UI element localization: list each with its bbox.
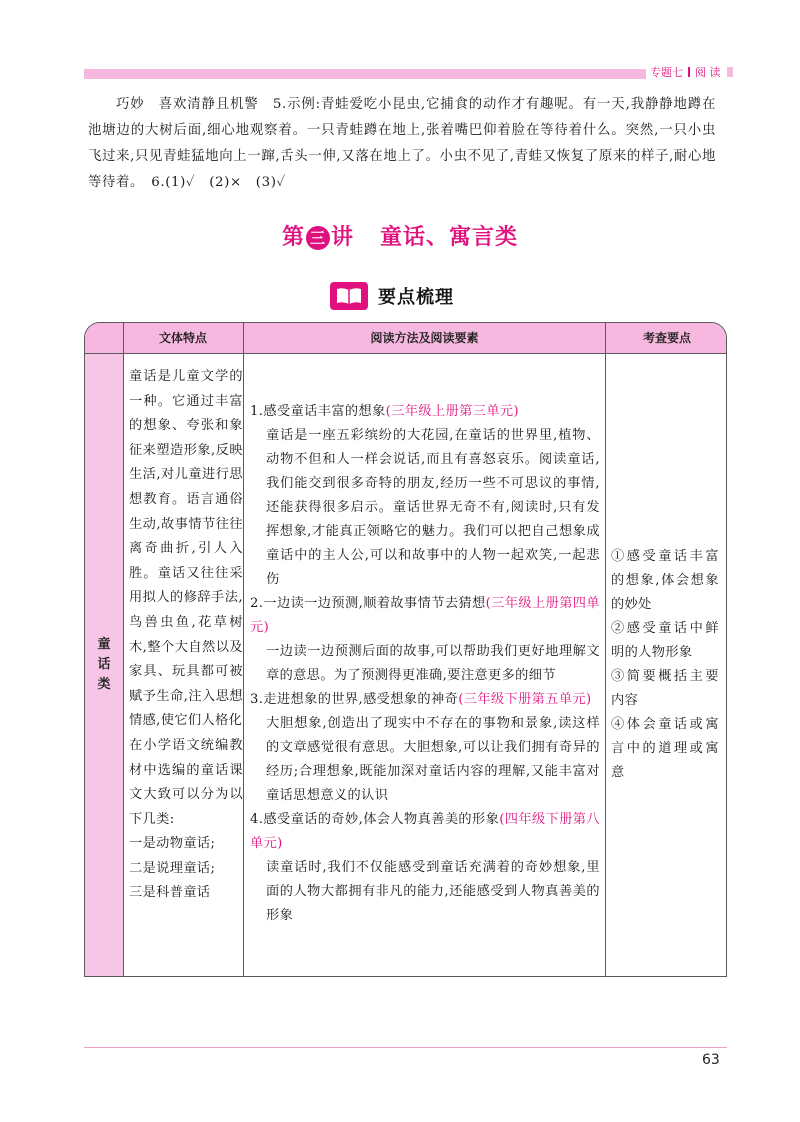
header-section: 阅 读 [695, 66, 721, 79]
point-item: ②感受童话中鲜明的人物形象 [611, 621, 719, 660]
lesson-topic: 童话、寓言类 [380, 225, 519, 250]
lesson-title [0, 220, 800, 251]
running-header [650, 64, 733, 82]
table-header-row [85, 323, 727, 354]
method-title [250, 592, 600, 640]
section-heading [330, 281, 454, 311]
method-title-text: 2.一边读一边预测,顺着故事情节去猜想 [250, 596, 486, 611]
point-item: ①感受童话丰富的想象,体会想象的妙处 [611, 549, 719, 612]
open-book-icon [330, 282, 368, 310]
answer-paragraph: 巧妙 喜欢清静且机警 5.示例:青蛙爱吃小昆虫,它捕食的动作才有趣呢。有一天,我静静地蹲在池塘边的大树后面,细心地观察着。一只青蛙蹲在地上,张着嘴巴仰着脸在等待着什么。突然,一只小虫飞过来,只见青蛙猛地向上一蹿,舌头一伸,又落在地上了。小虫不见了,青蛙又恢复了原来的样子,耐心地等待着。 6.(1)✓ (2)× (3)✓ [88, 97, 716, 190]
method-title [250, 400, 600, 424]
features-paragraph: 在小学语文统编教材中选编的童话课文大致可以分为以下几类: [129, 737, 243, 827]
features-list-item: 一是动物童话; [129, 836, 216, 852]
lesson-suffix: 讲 [331, 225, 355, 250]
points-cell [611, 545, 719, 785]
header-topic: 专题七 [650, 66, 683, 79]
method-title-text: 4.感受童话的奇妙,体会人物真善美的形象 [250, 812, 500, 827]
methods-cell [250, 400, 600, 928]
header-points: 考查要点 [642, 331, 691, 345]
column-divider [243, 323, 244, 976]
header-separator [688, 67, 690, 77]
method-source: (三年级下册第五单元) [458, 692, 592, 707]
column-divider [605, 323, 606, 976]
lesson-prefix: 第 [281, 225, 305, 250]
footer-rule [84, 1047, 727, 1048]
section-title: 要点梳理 [378, 287, 454, 308]
method-body: 大胆想象,创造出了现实中不存在的事物和景象,读这样的文章感觉很有意思。大胆想象,可以让我们拥有奇异的经历;合理想象,既能加深对童话内容的理解,又能丰富对童话思想意义的认识 [266, 716, 600, 803]
point-item: ③简要概括主要内容 [611, 669, 719, 708]
features-list-item: 二是说理童话; [129, 860, 216, 876]
method-body: 读童话时,我们不仅能感受到童话充满着的奇妙想象,里面的人物大都拥有非凡的能力,还能感受到人物真善美的形象 [266, 860, 600, 923]
column-divider [123, 323, 124, 976]
lesson-number-badge: 三 [306, 226, 330, 250]
features-paragraph: 童话是儿童文学的一种。它通过丰富的想象、夸张和象征来塑造形象,反映生活,对儿童进行思想教育。语言通俗生动,故事情节往往离奇曲折,引人入胜。童话又往往采用拟人的修辞手法,鸟兽虫鱼,花草树木,整个大自然以及家具、玩具都可被赋予生命,注入思想情感,使它们人格化 [129, 369, 243, 729]
page-number: 63 [702, 1052, 720, 1068]
method-title-text: 1.感受童话丰富的想象 [250, 404, 386, 419]
category-label: 童话类 [97, 637, 111, 692]
table-frame [84, 322, 727, 977]
method-source: (三年级上册第四单元) [250, 596, 601, 635]
features-list-item: 三是科普童话 [129, 885, 211, 901]
method-source: (三年级上册第三单元) [385, 404, 520, 419]
method-title [250, 688, 600, 712]
header-methods: 阅读方法及阅读要素 [370, 331, 479, 345]
features-cell [129, 365, 243, 906]
key-points-table [84, 322, 727, 977]
method-source: (四年级下册第八单元) [250, 812, 600, 851]
header-features: 文体特点 [158, 331, 207, 345]
header-bar [84, 69, 646, 79]
category-cell [85, 354, 123, 976]
answer-block [88, 92, 716, 196]
method-body: 童话是一座五彩缤纷的大花园,在童话的世界里,植物、动物不但和人一样会说话,而且有喜怒哀乐。阅读童话,我们能交到很多奇特的朋友,经历一些不可思议的事情,还能获得很多启示。童话世界无奇不有,阅读时,只有发挥想象,才能真正领略它的魅力。我们可以把自己想象成童话中的主人公,可以和故事中的人物一起欢笑,一起悲伤 [266, 428, 600, 587]
point-item: ④体会童话或寓言中的道理或寓意 [611, 717, 719, 780]
header-tail-mark [727, 67, 733, 77]
method-title-text: 3.走进想象的世界,感受想象的神奇 [250, 692, 459, 707]
method-title [250, 808, 600, 856]
method-body: 一边读一边预测后面的故事,可以帮助我们更好地理解文章的意思。为了预测得更准确,要注意更多的细节 [266, 644, 600, 683]
